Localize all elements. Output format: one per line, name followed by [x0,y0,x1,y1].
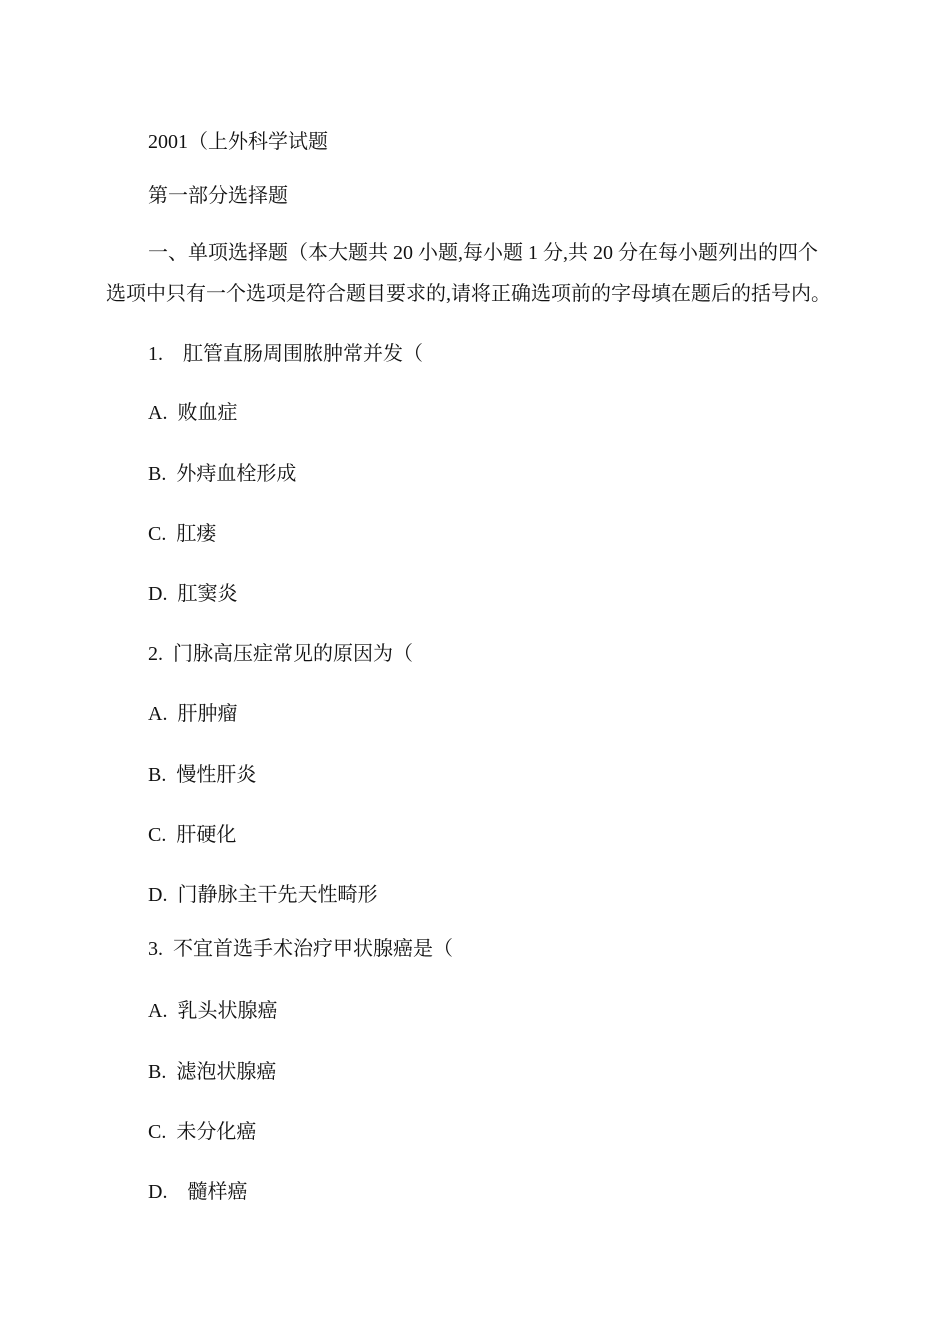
question-1-option-b: B. 外痔血栓形成 [148,463,297,485]
question-3-option-d: D. 髓样癌 [148,1181,248,1203]
question-2-stem: 2. 门脉高压症常见的原因为（ [148,643,413,665]
part-heading: 第一部分选择题 [148,185,288,207]
question-3-option-b: B. 滤泡状腺癌 [148,1061,277,1083]
document-title: 2001（上外科学试题 [148,131,328,153]
question-3-option-a: A. 乳头状腺癌 [148,1000,278,1022]
question-2-option-c: C. 肝硬化 [148,824,237,846]
section-intro-line-2: 选项中只有一个选项是符合题目要求的,请将正确选项前的字母填在题后的括号内。 [106,283,831,305]
question-3-option-c: C. 未分化癌 [148,1121,257,1143]
question-3-stem: 3. 不宜首选手术治疗甲状腺癌是（ [148,938,453,960]
question-1-option-d: D. 肛窦炎 [148,583,238,605]
question-1-stem: 1. 肛管直肠周围脓肿常并发（ [148,343,423,365]
question-2-option-d: D. 门静脉主干先天性畸形 [148,884,378,906]
question-1-option-c: C. 肛瘘 [148,523,217,545]
section-intro-line-1: 一、单项选择题（本大题共 20 小题,每小题 1 分,共 20 分在每小题列出的四个 [148,242,818,264]
question-1-option-a: A. 败血症 [148,402,238,424]
question-2-option-a: A. 肝肿瘤 [148,703,238,725]
question-2-option-b: B. 慢性肝炎 [148,764,257,786]
